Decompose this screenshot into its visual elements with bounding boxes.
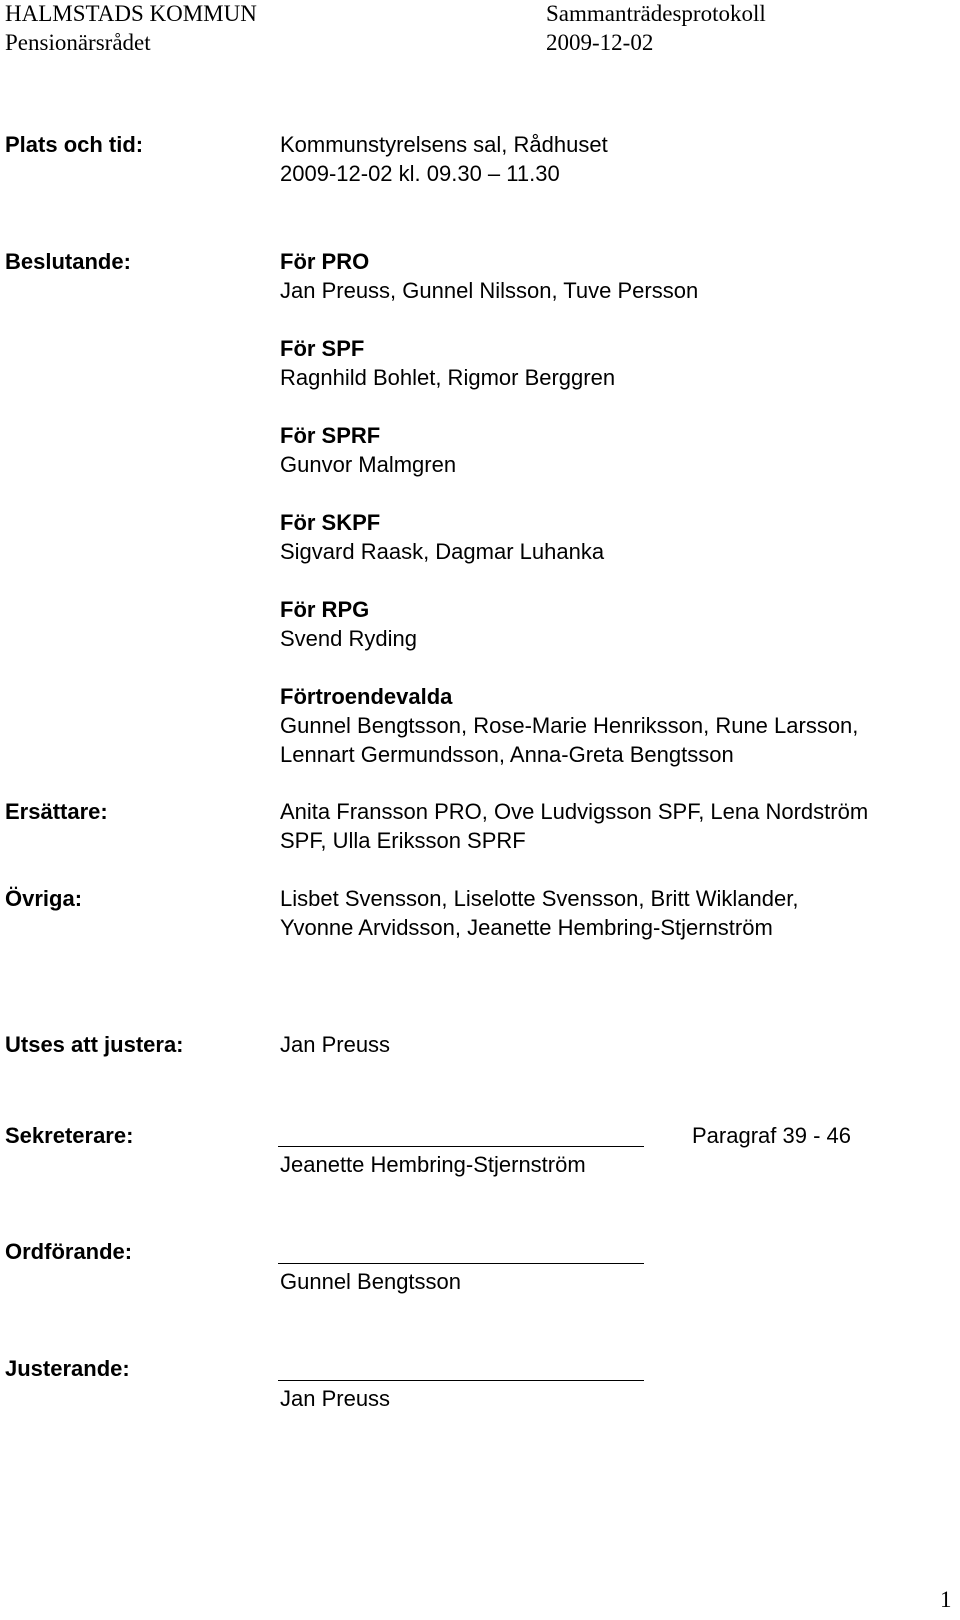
deciding-label: Beslutande: bbox=[5, 249, 131, 274]
group-heading-sprf: För SPRF bbox=[280, 423, 381, 448]
others-line-2: Yvonne Arvidsson, Jeanette Hembring-Stjernström bbox=[280, 915, 773, 940]
group-heading-skpf: För SKPF bbox=[280, 510, 381, 535]
place-time-label: Plats och tid: bbox=[5, 132, 144, 157]
group-names-skpf: Sigvard Raask, Dagmar Luhanka bbox=[280, 539, 605, 564]
group-heading-fortroendevalda: Förtroendevalda bbox=[280, 684, 453, 709]
paragraph-range: Paragraf 39 - 46 bbox=[692, 1123, 851, 1148]
header-org: HALMSTADS KOMMUN bbox=[5, 1, 257, 26]
substitutes-line-1: Anita Fransson PRO, Ove Ludvigsson SPF, Lena Nordström bbox=[280, 799, 869, 824]
group-names-sprf: Gunvor Malmgren bbox=[280, 452, 457, 477]
group-names-fortroendevalda-2: Lennart Germundsson, Anna-Greta Bengtsson bbox=[280, 742, 734, 767]
secretary-name: Jeanette Hembring-Stjernström bbox=[280, 1152, 586, 1177]
group-names-spf: Ragnhild Bohlet, Rigmor Berggren bbox=[280, 365, 616, 390]
secretary-signature-line bbox=[278, 1146, 644, 1147]
chair-name: Gunnel Bengtsson bbox=[280, 1269, 462, 1294]
group-names-pro: Jan Preuss, Gunnel Nilsson, Tuve Persson bbox=[280, 278, 699, 303]
adjust-name: Jan Preuss bbox=[280, 1032, 391, 1057]
adjuster-label: Justerande: bbox=[5, 1356, 130, 1381]
chair-signature-line bbox=[278, 1263, 644, 1264]
time-line: 2009-12-02 kl. 09.30 – 11.30 bbox=[280, 161, 560, 186]
header-doc-type: Sammanträdesprotokoll bbox=[546, 1, 766, 26]
group-heading-pro: För PRO bbox=[280, 249, 370, 274]
others-line-1: Lisbet Svensson, Liselotte Svensson, Britt Wiklander, bbox=[280, 886, 799, 911]
page-number: 1 bbox=[940, 1587, 952, 1612]
adjust-label: Utses att justera: bbox=[5, 1032, 184, 1057]
substitutes-label: Ersättare: bbox=[5, 799, 108, 824]
group-heading-rpg: För RPG bbox=[280, 597, 370, 622]
secretary-label: Sekreterare: bbox=[5, 1123, 134, 1148]
group-heading-spf: För SPF bbox=[280, 336, 365, 361]
header-body: Pensionärsrådet bbox=[5, 30, 151, 55]
group-names-fortroendevalda-1: Gunnel Bengtsson, Rose-Marie Henriksson, Rune Larsson, bbox=[280, 713, 859, 738]
group-names-rpg: Svend Ryding bbox=[280, 626, 417, 651]
others-label: Övriga: bbox=[5, 886, 83, 911]
adjuster-name: Jan Preuss bbox=[280, 1386, 391, 1411]
substitutes-line-2: SPF, Ulla Eriksson SPRF bbox=[280, 828, 526, 853]
header-date: 2009-12-02 bbox=[546, 30, 654, 55]
place-line: Kommunstyrelsens sal, Rådhuset bbox=[280, 132, 608, 157]
adjuster-signature-line bbox=[278, 1380, 644, 1381]
chair-label: Ordförande: bbox=[5, 1239, 133, 1264]
